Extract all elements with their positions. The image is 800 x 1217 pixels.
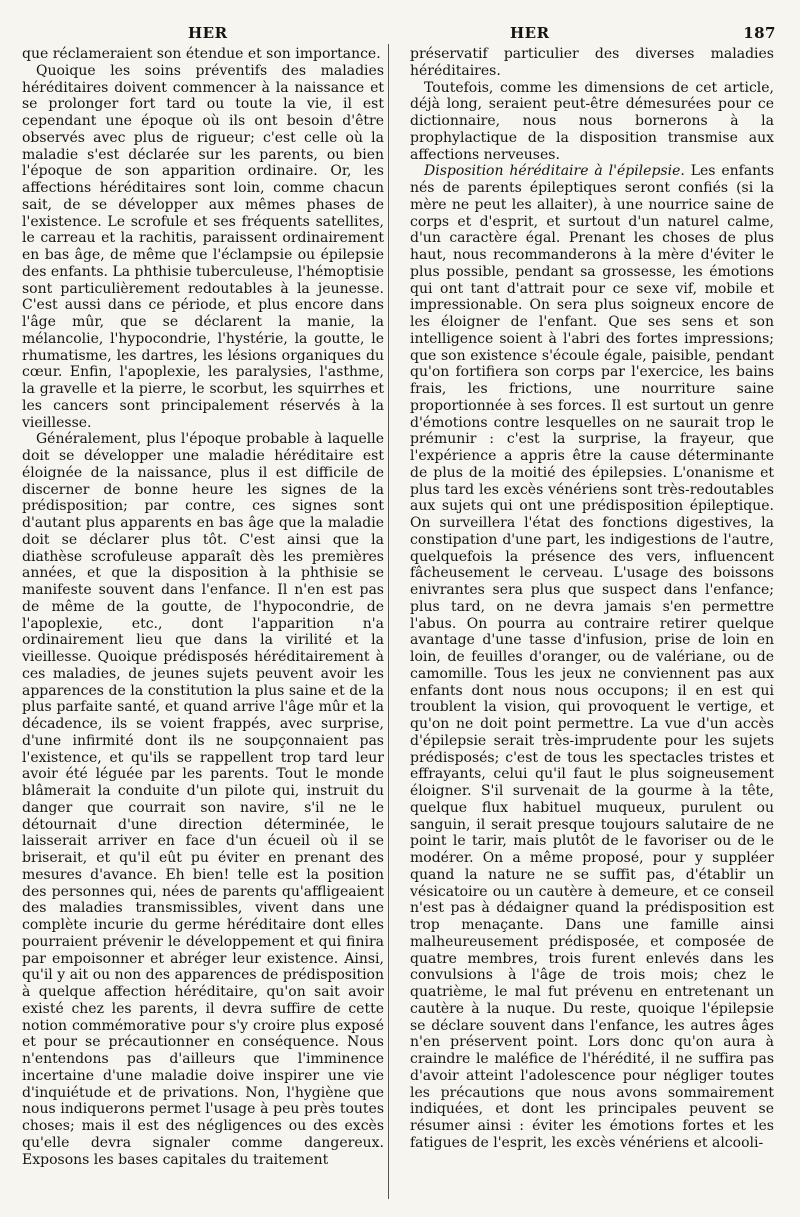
page-number: 187 [743,24,776,42]
section-lead-heading: Disposition héréditaire à l'épilepsie. [424,163,685,180]
header-left-keyword: HER [188,24,228,42]
column-divider [388,44,389,1199]
paragraph: Généralement, plus l'époque probable à laquelle doit se développer une maladie héréditaire est éloignée de la naissance, plus il est difficile de discerner de bonne heure les signes de la prédisposition; par contre, ces signes sont d'autant plus apparents en bas âge que la maladie doit se déclarer plus tôt. C'est ainsi que la diathèse scrofuleuse apparaît dès les premières années, et que la disposition à la phthisie se manifeste souvent dans l'enfance. Il n'en est pas de même de la goutte, de l'hypocondrie, de l'apoplexie, etc., dont l'apparition n'a ordinairement lieu que dans la virilité et la vieillesse. Quoique prédisposés héréditairement à ces maladies, de jeunes sujets peuvent avoir les apparences de la constitution la plus saine et de la plus parfaite santé, et quand arrive l'âge mûr et la décadence, ils se voient frappés, avec surprise, d'une infirmité dont ils ne soupçonnaient pas l'existence, et qu'ils se rappellent trop tard leur avoir été léguée par les parents. Tout le monde blâmerait la conduite d'un pilote qui, instruit du danger que courrait son navire, s'il ne le détournait d'une direction déterminée, le laisserait arriver en face d'un écueil où il se briserait, et qu'il eût pu éviter en prenant des mesures d'avance. Eh bien! telle est la position des personnes qui, nées de parents qu'affligeaient des maladies transmissibles, vivent dans une complète incurie du germe héréditaire dont elles pourraient prévenir le développement et qui finira par empoisonner et abréger leur existence. Ainsi, qu'il y ait ou non des apparences de prédisposition à quelque affection héréditaire, qu'on sait avoir existé chez les parents, il devra suffire de cette notion commémorative pour s'y croire plus exposé et pour se précautionner en conséquence. Nous n'entendons pas d'ailleurs que l'imminence incertaine d'une maladie doive inspirer une vie d'inquiétude et de privations. Non, l'hygiène que nous indiquerons permet l'usage à peu près toutes choses; mais il est des négligences ou des excès qu'elle devra signaler comme dangereux. Exposons les bases capitales du traitement [22,431,384,1168]
left-column [22,46,384,1168]
paragraph: Toutefois, comme les dimensions de cet article, déjà long, seraient peut-être démesurées pour ce dictionnaire, nous nous bornerons à la prophylactique de la disposition transmise aux affections nerveuses. [410,79,774,163]
right-column [410,46,774,1152]
paragraph-body: Les enfants nés de parents épileptiques seront confiés (si la mère ne peut les allaiter), à une nourrice saine de corps et d'esprit, et surtout d'un naturel calme, d'un caractère égal. Prenant les choses de plus haut, nous recommanderons à la mère d'éviter le plus possible, pendant sa grossesse, les émotions qui ont tant d'attrait pour ce sexe vif, mobile et impressionable. On sera plus soigneux encore de les éloigner de l'enfant. Que ses sens et son intelligence soient à l'abri des fortes impressions; que son existence s'écoule égale, paisible, pendant qu'on fortifiera son corps par l'exercice, les bains frais, les frictions, une nourriture saine proportionnée à ses forces. Il est surtout un genre d'émotions contre lesquelles on ne saurait trop le prémunir : c'est la surprise, la frayeur, que l'expérience a appris être la cause déterminante de plus de la moitié des épilepsies. L'onanisme et plus tard les excès vénériens sont très-redoutables aux sujets qui ont une prédisposition épileptique. On surveillera l'état des fonctions digestives, la constipation d'une part, les indigestions de l'autre, quelquefois la présence des vers, influencent fâcheusement le cerveau. L'usage des boissons enivrantes sera plus que suspect dans l'enfance; plus tard, on ne devra jamais s'en permettre l'abus. On pourra au contraire retirer quelque avantage d'une tasse d'infusion, prise de loin en loin, de feuilles d'oranger, ou de valériane, ou de camomille. Tous les jeux ne conviennent pas aux enfants dont nous nous occupons; il en est qui troublent la vision, qui provoquent le vertige, et qu'on ne doit point permettre. La vue d'un accès d'épilepsie serait très-imprudente pour les sujets prédisposés; c'est de tous les spectacles tristes et effrayants, celui qu'il faut le plus soigneusement éloigner. S'il survenait de la gourme à la tête, quelque flux habituel muqueux, purulent ou sanguin, il serait presque toujours salutaire de ne point le tarir, mais plutôt de le favoriser ou de le modérer. On a même proposé, pour y suppléer quand la nature ne se suffit pas, d'établir un vésicatoire ou un cautère à demeure, et ce conseil n'est pas à dédaigner quand la prédisposition est trop menaçante. Dans une famille ainsi malheureusement prédisposée, et composée de quatre membres, trois furent enlevés dans les convulsions à l'âge de trois mois; chez le quatrième, le mal fut prévenu en entretenant un cautère à la nuque. Du reste, quoique l'épilepsie se déclare souvent dans l'enfance, les autres âges n'en préservent point. Lors donc qu'on aura à craindre le maléfice de l'hérédité, il ne suffira pas d'avoir atteint l'adolescence pour négliger toutes les précautions que nous avons sommairement indiquées, et dont les principales peuvent se résumer ainsi : éviter les émotions fortes et les fatigues de l'esprit, les excès vénériens et alcooli- [410,163,774,1151]
paragraph: Quoique les soins préventifs des maladies héréditaires doivent commencer à la naissance et se prolonger fort tard ou toute la vie, il est cependant une époque où ils ont besoin d'être observés avec plus de rigueur; c'est celle où la maladie s'est déclarée sur les parents, ou bien l'époque de son apparition ordinaire. Or, les affections héréditaires sont loin, comme chacun sait, de se développer aux mêmes phases de l'existence. Le scrofule et ses fréquents satellites, le carreau et la rachitis, paraissent ordinairement en bas âge, de même que l'éclampsie ou épilepsie des enfants. La phthisie tuberculeuse, l'hémoptisie sont particulièrement redoutables à la jeunesse. C'est aussi dans ce période, et plus encore dans l'âge mûr, que se déclarent la manie, la mélancolie, l'hypocondrie, l'hystérie, la goutte, le rhumatisme, les dartres, les lésions organiques du cœur. Enfin, l'apoplexie, les paralysies, l'asthme, la gravelle et la pierre, le scorbut, les squirrhes et les cancers sont principalement réservés à la vieillesse. [22,62,384,431]
paragraph: que réclameraient son étendue et son importance. [22,46,381,62]
running-header [22,24,776,48]
header-center-keyword: HER [510,24,550,42]
paragraph [410,163,774,1151]
paragraph: préservatif particulier des diverses maladies héréditaires. [410,46,774,79]
